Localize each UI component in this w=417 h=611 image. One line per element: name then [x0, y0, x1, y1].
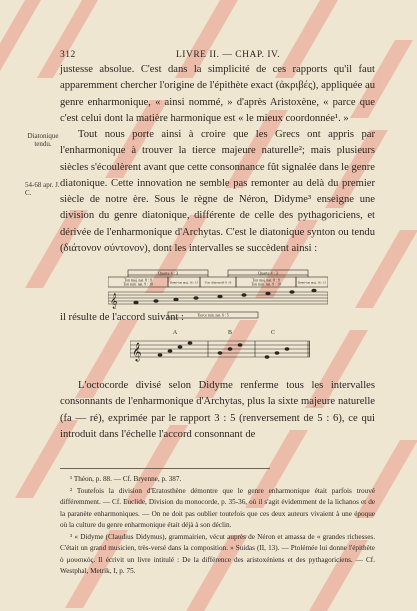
quarte-right-label: Quarte 4 : 3 [258, 270, 278, 276]
chord-label-a: A [172, 330, 178, 336]
chord-label-b: B [227, 330, 233, 336]
paragraph-octocorde: L'octocorde divisé selon Didyme renferme tous les intervalles consonnants de l'enharmonique d'Archytas, plus la sixte majeure naturelle (fa — ré), exprimée par le rapport 3 : 5 (renversement de 5 : 6), ce qui introduit dans l'échelle l'accord consonnant de [60, 380, 375, 440]
margin-note-diatonic: Diatonique tendu. [27, 132, 59, 148]
ton-mineur-left-label: Ton min. nat. 9 : 10 [123, 282, 153, 287]
chapter-title: LIVRE II. — CHAP. IV. [176, 50, 281, 60]
demi-ton-left-label: Demi-ton maj. 16 : 15 [169, 280, 199, 285]
footnote-2: ² Toutefois la division d'Eratosthène démontre que le genre enharmonique était parfois trouvé différemment. — Cf. Euclide, Division du monocorde, p. 35-36, où il s'agit évidemment de la lichanos et de la paranète enharmoniques. — On ne doit pas oublier toutefois que ces deux auteurs vivaient à une époque où la culture du genre enharmonique était déjà à son déclin. [60, 486, 375, 529]
chord-label-c: C [270, 330, 276, 336]
footnote-3: ³ « Didyme (Claudius Didymus), grammairien, vécut auprès de Néron et amassa de « grandes richesses. C'était un grand musicien, très-versé dans la composition. » Suidas (II, 13). — Ptolémée lui donne l'épithète ὁ μουσικός. Il écrivit un livre intitulé : De la différence des aristoxéniens et des pythagoriciens. — Cf. Westphal, Metrik, I, p. 75. [60, 532, 375, 575]
paragraph-accord: il résulte de l'accord suivant : [60, 312, 184, 323]
page-number: 312 [60, 50, 76, 60]
ton-majeur-left-label: Ton maj. nat. 8 : 9 [124, 278, 152, 283]
margin-note-date: 54-68 apr. J. C. [25, 181, 60, 197]
ton-majeur-right-label: Ton maj. nat. 8 : 9 [252, 278, 280, 283]
quarte-left-label: Quarte 4 : 3 [158, 270, 178, 276]
footnotes [60, 474, 375, 578]
paragraph-tierce-majeure: Tout nous porte ainsi à croire que les Grecs ont appris par l'enharmonique à trouver la tierce majeure naturelle²; mais plusieurs siècles s'écoulèrent avant que cette consonnance fût signalée dans le genre diatonique. Cette innovation ne semble pas remonter au delà du premier siècle de notre ère. Sous le règne de Néron, Didyme³ enseigne une division du genre diatonique, différente de celle des pythagoriciens, et dérivée de l'enharmonique d'Archytas. C'est le diatonique synton ou tendu (διάτονον σύντονον), dont les intervalles se succèdent ainsi : [60, 129, 375, 255]
ton-disjonctif-label: Ton disjonctif 9 : 8 [204, 280, 232, 285]
treble-clef-icon: 𝄞 [132, 344, 142, 361]
paragraph-justesse: justesse absolue. C'est dans la simplicité de ces rapports qu'il faut apparemment chercher l'origine de l'épithète exact (ἀκριβές), appliquée au genre enharmonique, « ainsi nommé, » d'après Aristoxène, « parce que c'est celui dont la matière harmonique est « le mieux coordonnée¹. » [60, 64, 375, 124]
treble-clef-icon: 𝄞 [110, 293, 118, 308]
demi-ton-right-label: Demi-ton maj. 16 : 15 [297, 280, 327, 285]
ton-mineur-right-label: Ton min. nat. 9 : 10 [251, 282, 281, 287]
footnotes-rule [60, 468, 270, 469]
tierce-mineure-label: Tierce min. nat. 6 : 5 [197, 313, 229, 318]
chord-figure [130, 327, 310, 363]
footnote-1: ¹ Théon, p. 88. — Cf. Bryenne, p. 387. [70, 475, 182, 483]
